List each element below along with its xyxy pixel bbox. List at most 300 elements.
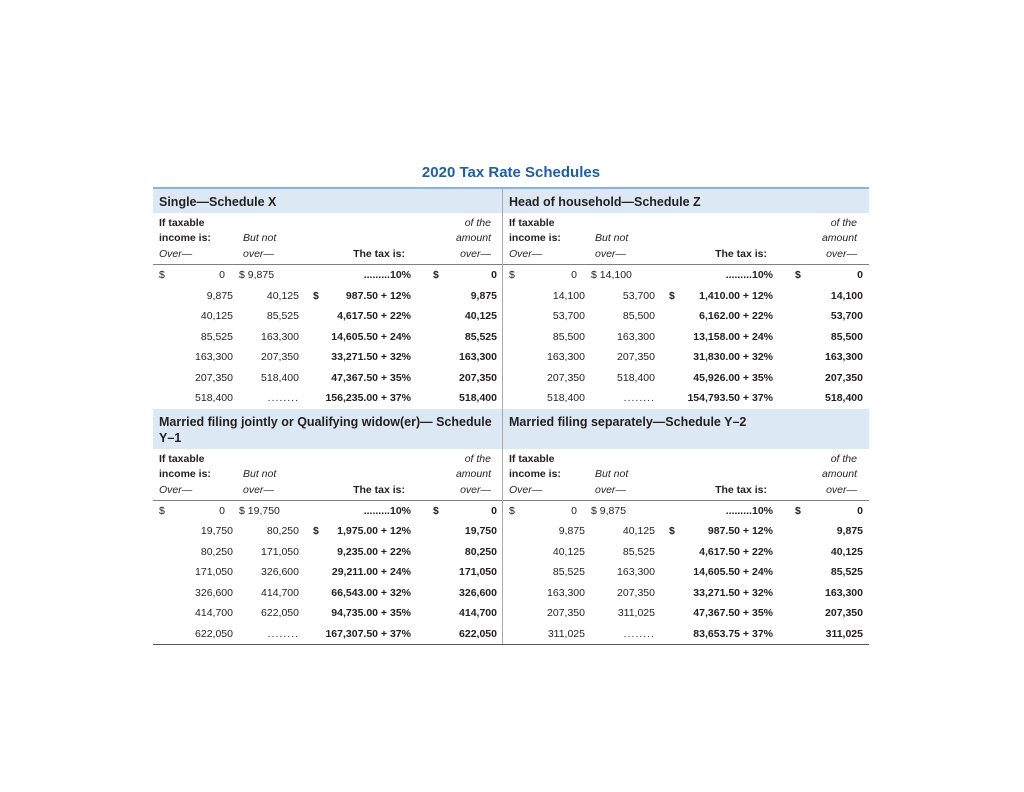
value: 33,271.50 + 32% <box>693 586 773 599</box>
table-row <box>153 306 502 327</box>
value: 163,300 <box>825 586 863 599</box>
schedule-title: Single—Schedule X <box>153 189 502 213</box>
value: 40,125 <box>200 310 233 323</box>
cell-tax <box>655 327 787 348</box>
value: 85,500 <box>830 330 863 343</box>
cell-over <box>509 542 585 563</box>
cell-of-amount <box>787 306 863 327</box>
value: 40,125 <box>464 310 497 323</box>
table-row <box>153 501 502 522</box>
value: 207,350 <box>261 351 299 364</box>
value: 14,605.50 + 24% <box>331 330 411 343</box>
cell-tax <box>299 521 425 542</box>
value: 414,700 <box>195 607 233 620</box>
value: 163,300 <box>825 351 863 364</box>
value: 85,525 <box>200 330 233 343</box>
value: ........ <box>623 627 655 640</box>
cell-tax <box>299 265 425 286</box>
dollar-sign: $ <box>591 504 597 517</box>
table-row <box>153 327 502 348</box>
value: .........10% <box>363 504 411 517</box>
cell-tax <box>655 347 787 368</box>
dollar-sign: $ <box>159 504 165 517</box>
cell-tax <box>299 286 425 307</box>
cell-but-not <box>233 327 299 348</box>
schedule-pair-top <box>153 189 869 409</box>
table-row <box>153 583 502 604</box>
table-row <box>503 286 869 307</box>
schedule <box>153 409 503 645</box>
cell-but-not <box>585 265 655 286</box>
cell-but-not <box>233 286 299 307</box>
table-row <box>503 368 869 389</box>
value: 987.50 + 12% <box>707 525 773 538</box>
value: 14,605.50 + 24% <box>693 566 773 579</box>
value: .........10% <box>725 504 773 517</box>
cell-of-amount <box>425 286 497 307</box>
dollar-sign: $ <box>239 269 245 282</box>
value: 80,250 <box>464 545 497 558</box>
tax-rate-schedules <box>153 187 869 645</box>
cell-of-amount <box>787 368 863 389</box>
cell-over <box>509 368 585 389</box>
value: 53,700 <box>622 289 655 302</box>
value: 14,100 <box>830 289 863 302</box>
dollar-sign: $ <box>509 504 515 517</box>
value: 156,235.00 + 37% <box>325 392 411 405</box>
cell-of-amount <box>787 286 863 307</box>
dollar-sign: $ <box>433 504 439 517</box>
cell-tax <box>655 368 787 389</box>
value: 326,600 <box>261 566 299 579</box>
column-headers <box>503 213 869 265</box>
value: 622,050 <box>261 607 299 620</box>
value: 0 <box>571 504 577 517</box>
value: 85,525 <box>266 310 299 323</box>
header-text: of the <box>830 452 857 465</box>
value: 19,750 <box>464 525 497 538</box>
value: 163,300 <box>261 330 299 343</box>
cell-over <box>159 562 233 583</box>
table-row <box>153 347 502 368</box>
header-of-amount <box>425 213 497 265</box>
value-wrap <box>591 269 632 281</box>
value: 85,525 <box>622 545 655 558</box>
cell-over <box>509 265 585 286</box>
value: 83,653.75 + 37% <box>693 627 773 640</box>
cell-but-not <box>585 583 655 604</box>
dollar-sign: $ <box>795 504 801 517</box>
value-wrap <box>591 505 626 517</box>
cell-over <box>159 521 233 542</box>
value: 45,926.00 + 35% <box>693 371 773 384</box>
header-text: The tax is: <box>353 248 405 260</box>
header-text: income is: <box>159 467 211 480</box>
cell-over <box>509 583 585 604</box>
value: 40,125 <box>552 545 585 558</box>
cell-tax <box>299 368 425 389</box>
dollar-sign: $ <box>509 269 515 282</box>
cell-tax <box>299 603 425 624</box>
value: 0 <box>219 504 225 517</box>
dollar-sign: $ <box>591 269 597 282</box>
value: 9,875 <box>206 289 233 302</box>
cell-but-not <box>585 603 655 624</box>
header-text: over— <box>826 483 857 496</box>
value: 85,525 <box>464 330 497 343</box>
cell-of-amount <box>787 388 863 409</box>
cell-over <box>509 603 585 624</box>
value: 14,100 <box>552 289 585 302</box>
dollar-sign: $ <box>669 525 675 538</box>
value: 6,162.00 + 22% <box>699 310 773 323</box>
value: 53,700 <box>830 310 863 323</box>
cell-of-amount <box>787 347 863 368</box>
table-row <box>153 265 502 286</box>
table-row <box>153 624 502 645</box>
cell-of-amount <box>787 624 863 645</box>
cell-but-not <box>233 347 299 368</box>
value: 19,750 <box>247 504 280 517</box>
header-text: amount <box>821 467 857 480</box>
value: 0 <box>219 269 225 282</box>
value: 622,050 <box>195 627 233 640</box>
cell-of-amount <box>787 265 863 286</box>
cell-over <box>159 347 233 368</box>
dollar-sign: $ <box>433 269 439 282</box>
value: 80,250 <box>200 545 233 558</box>
cell-but-not <box>233 542 299 563</box>
cell-of-amount <box>787 542 863 563</box>
value: 33,271.50 + 32% <box>331 351 411 364</box>
header-text: amount <box>455 232 491 244</box>
cell-over <box>509 306 585 327</box>
cell-tax <box>299 501 425 522</box>
header-tax <box>299 213 425 265</box>
table-row <box>503 562 869 583</box>
cell-over <box>509 521 585 542</box>
cell-tax <box>655 603 787 624</box>
value: ........ <box>267 392 299 405</box>
value: 85,500 <box>622 310 655 323</box>
table-row <box>503 388 869 409</box>
table-row <box>153 368 502 389</box>
cell-but-not <box>233 603 299 624</box>
header-text: of the <box>464 217 491 229</box>
value: 40,125 <box>830 545 863 558</box>
value: 163,300 <box>547 586 585 599</box>
header-text: amount <box>455 467 491 480</box>
dollar-sign: $ <box>669 289 675 302</box>
value: 9,875 <box>470 289 497 302</box>
page-title: 2020 Tax Rate Schedules <box>421 164 601 181</box>
schedule-title: Head of household—Schedule Z <box>503 189 869 213</box>
cell-tax <box>299 542 425 563</box>
cell-of-amount <box>787 501 863 522</box>
cell-over <box>509 624 585 645</box>
value: 171,050 <box>459 566 497 579</box>
header-text: Over— <box>159 248 193 260</box>
value: 4,617.50 + 22% <box>337 310 411 323</box>
header-of-amount <box>425 449 497 501</box>
value: 207,350 <box>547 371 585 384</box>
cell-tax <box>299 583 425 604</box>
cell-of-amount <box>787 327 863 348</box>
header-text: of the <box>830 217 857 229</box>
value: 47,367.50 + 35% <box>331 371 411 384</box>
value: 311,025 <box>825 627 863 640</box>
header-tax <box>299 449 425 501</box>
header-text: Over— <box>509 248 543 260</box>
value: 29,211.00 + 24% <box>331 566 411 579</box>
value: 4,617.50 + 22% <box>699 545 773 558</box>
cell-but-not <box>233 265 299 286</box>
cell-tax <box>299 562 425 583</box>
value: 40,125 <box>266 289 299 302</box>
cell-but-not <box>585 562 655 583</box>
cell-over <box>509 286 585 307</box>
dollar-sign: $ <box>159 269 165 282</box>
schedule-title: Married filing separately—Schedule Y–2 <box>503 409 869 449</box>
cell-tax <box>655 286 787 307</box>
value: 311,025 <box>617 607 655 620</box>
value: 13,158.00 + 24% <box>693 330 773 343</box>
header-text: over— <box>826 248 857 260</box>
cell-tax <box>655 306 787 327</box>
cell-over <box>509 501 585 522</box>
value: 414,700 <box>261 586 299 599</box>
dollar-sign: $ <box>313 289 319 302</box>
value: 414,700 <box>459 607 497 620</box>
bottom-rule <box>153 644 869 645</box>
cell-of-amount <box>425 368 497 389</box>
cell-of-amount <box>425 542 497 563</box>
cell-tax <box>655 501 787 522</box>
value: ........ <box>623 392 655 405</box>
value: .........10% <box>363 269 411 282</box>
cell-but-not <box>585 501 655 522</box>
value: 9,875 <box>247 269 275 282</box>
header-text: income is: <box>159 232 211 244</box>
value: .........10% <box>725 269 773 282</box>
header-but-not <box>585 213 655 265</box>
header-text: Over— <box>159 483 193 496</box>
cell-tax <box>655 562 787 583</box>
header-of-amount <box>787 213 863 265</box>
header-text: The tax is: <box>715 483 767 496</box>
value: 326,600 <box>195 586 233 599</box>
value: 80,250 <box>266 525 299 538</box>
header-text: over— <box>243 483 274 496</box>
cell-but-not <box>585 327 655 348</box>
header-text: over— <box>595 248 626 260</box>
value: 0 <box>857 269 863 282</box>
cell-tax <box>655 583 787 604</box>
schedule <box>503 409 869 645</box>
table-row <box>153 521 502 542</box>
cell-but-not <box>233 624 299 645</box>
cell-but-not <box>585 388 655 409</box>
header-text: over— <box>460 483 491 496</box>
header-text: over— <box>243 248 274 260</box>
header-text: But not <box>243 467 277 480</box>
header-text: If taxable <box>509 217 555 229</box>
value: 40,125 <box>622 525 655 538</box>
value: 85,525 <box>830 566 863 579</box>
table-row <box>153 542 502 563</box>
column-headers <box>153 213 502 265</box>
header-text: The tax is: <box>715 248 767 260</box>
value: 0 <box>491 504 497 517</box>
cell-but-not <box>585 542 655 563</box>
header-text: If taxable <box>159 217 205 229</box>
cell-of-amount <box>425 265 497 286</box>
cell-of-amount <box>425 347 497 368</box>
value: 1,410.00 + 12% <box>699 289 773 302</box>
cell-over <box>159 388 233 409</box>
cell-but-not <box>233 583 299 604</box>
table-row <box>503 521 869 542</box>
table-row <box>503 603 869 624</box>
value: 1,975.00 + 12% <box>337 525 411 538</box>
cell-tax <box>299 306 425 327</box>
value: 163,300 <box>195 351 233 364</box>
header-over <box>159 449 233 501</box>
header-text: over— <box>595 483 626 496</box>
column-headers <box>503 449 869 501</box>
header-over <box>159 213 233 265</box>
cell-tax <box>299 327 425 348</box>
value: 163,300 <box>617 566 655 579</box>
value: 207,350 <box>459 371 497 384</box>
cell-but-not <box>233 388 299 409</box>
value: 163,300 <box>459 351 497 364</box>
cell-over <box>509 562 585 583</box>
schedule-pair-bottom <box>153 409 869 645</box>
cell-tax <box>655 542 787 563</box>
table-row <box>503 583 869 604</box>
cell-of-amount <box>425 624 497 645</box>
cell-over <box>159 368 233 389</box>
header-text: income is: <box>509 467 561 480</box>
value: 167,307.50 + 37% <box>325 627 411 640</box>
header-text: But not <box>595 232 629 244</box>
header-of-amount <box>787 449 863 501</box>
value: 0 <box>491 269 497 282</box>
cell-over <box>159 286 233 307</box>
cell-over <box>159 327 233 348</box>
table-row <box>503 347 869 368</box>
header-tax <box>655 213 787 265</box>
schedule <box>503 189 869 409</box>
value: 94,735.00 + 35% <box>331 607 411 620</box>
cell-tax <box>655 624 787 645</box>
table-row <box>503 265 869 286</box>
value: 311,025 <box>547 627 585 640</box>
header-text: If taxable <box>509 452 555 465</box>
dollar-sign: $ <box>313 525 319 538</box>
cell-but-not <box>585 347 655 368</box>
value: 171,050 <box>195 566 233 579</box>
cell-but-not <box>585 368 655 389</box>
schedule-title: Married filing jointly or Qualifying widow(er)— Schedule Y–1 <box>153 409 502 449</box>
header-text: The tax is: <box>353 483 405 496</box>
cell-over <box>509 327 585 348</box>
value: 9,235.00 + 22% <box>337 545 411 558</box>
value: 207,350 <box>547 607 585 620</box>
value: 171,050 <box>261 545 299 558</box>
cell-of-amount <box>425 521 497 542</box>
cell-of-amount <box>425 603 497 624</box>
cell-over <box>159 624 233 645</box>
cell-over <box>159 306 233 327</box>
cell-over <box>509 347 585 368</box>
cell-of-amount <box>425 583 497 604</box>
cell-of-amount <box>787 521 863 542</box>
table-row <box>503 624 869 645</box>
value: 518,400 <box>825 392 863 405</box>
cell-but-not <box>585 286 655 307</box>
header-text: of the <box>464 452 491 465</box>
value: 9,875 <box>836 525 863 538</box>
header-text: income is: <box>509 232 561 244</box>
schedule <box>153 189 503 409</box>
table-row <box>153 562 502 583</box>
value: 53,700 <box>552 310 585 323</box>
header-tax <box>655 449 787 501</box>
value: 518,400 <box>459 392 497 405</box>
cell-of-amount <box>787 562 863 583</box>
value: 47,367.50 + 35% <box>693 607 773 620</box>
value: 163,300 <box>547 351 585 364</box>
value: 0 <box>571 269 577 282</box>
value: 85,525 <box>552 566 585 579</box>
cell-of-amount <box>425 388 497 409</box>
table-row <box>503 306 869 327</box>
value: 31,830.00 + 32% <box>693 351 773 364</box>
cell-of-amount <box>425 562 497 583</box>
cell-but-not <box>233 368 299 389</box>
value: 66,543.00 + 32% <box>331 586 411 599</box>
cell-over <box>159 603 233 624</box>
value: 518,400 <box>195 392 233 405</box>
header-text: If taxable <box>159 452 205 465</box>
value: 207,350 <box>195 371 233 384</box>
value: 207,350 <box>617 351 655 364</box>
value: 326,600 <box>459 586 497 599</box>
value: 518,400 <box>547 392 585 405</box>
header-text: But not <box>595 467 629 480</box>
header-text: over— <box>460 248 491 260</box>
table-row <box>503 327 869 348</box>
value: 622,050 <box>459 627 497 640</box>
value: 0 <box>857 504 863 517</box>
value: 9,875 <box>599 504 627 517</box>
header-over <box>509 449 585 501</box>
value-wrap <box>239 505 280 517</box>
cell-over <box>159 542 233 563</box>
value-wrap <box>239 269 274 281</box>
cell-tax <box>655 265 787 286</box>
dollar-sign: $ <box>239 504 245 517</box>
header-text: Over— <box>509 483 543 496</box>
cell-but-not <box>585 521 655 542</box>
value: 207,350 <box>825 607 863 620</box>
dollar-sign: $ <box>795 269 801 282</box>
header-over <box>509 213 585 265</box>
header-but-not <box>233 449 299 501</box>
cell-tax <box>655 521 787 542</box>
